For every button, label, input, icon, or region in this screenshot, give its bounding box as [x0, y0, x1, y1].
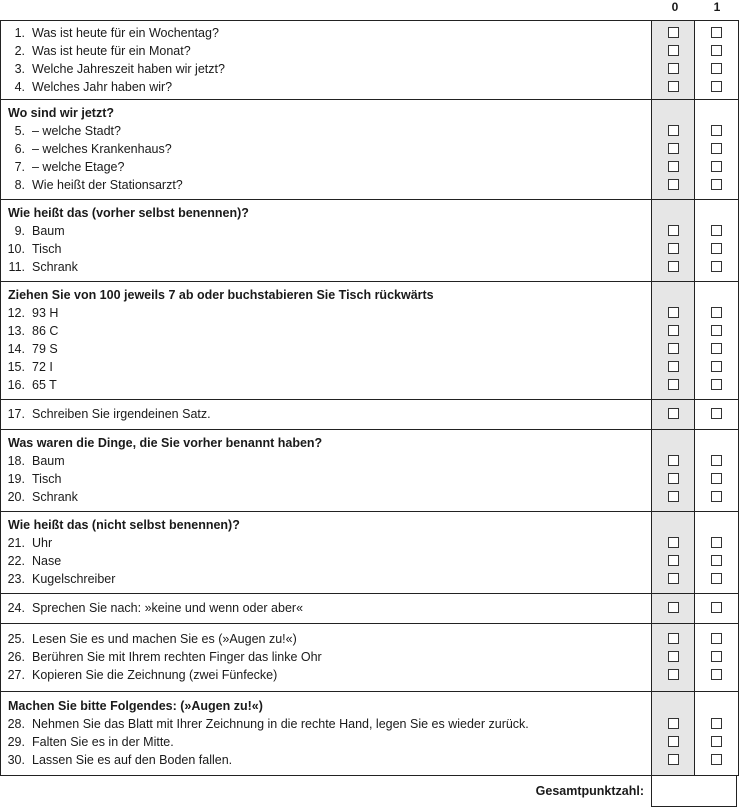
score-one-checkbox[interactable]	[711, 45, 722, 56]
question-text: Falten Sie es in der Mitte.	[32, 735, 174, 749]
question-text: 86 C	[32, 324, 59, 338]
question-row	[0, 534, 739, 552]
score-one-checkbox[interactable]	[711, 63, 722, 74]
question-number: 24.	[7, 601, 25, 615]
score-one-checkbox[interactable]	[711, 573, 722, 584]
question-row	[0, 240, 739, 258]
question-number: 14.	[7, 342, 25, 356]
question-row	[0, 715, 739, 733]
question-row	[0, 340, 739, 358]
column-rule	[0, 20, 1, 775]
score-one-checkbox[interactable]	[711, 343, 722, 354]
score-one-checkbox[interactable]	[711, 473, 722, 484]
question-text: Schrank	[32, 490, 78, 504]
question-row	[0, 122, 739, 140]
score-one-checkbox[interactable]	[711, 261, 722, 272]
score-zero-checkbox[interactable]	[668, 225, 679, 236]
question-text: Was ist heute für ein Wochentag?	[32, 26, 219, 40]
score-zero-checkbox[interactable]	[668, 361, 679, 372]
score-one-checkbox[interactable]	[711, 602, 722, 613]
question-text: Schrank	[32, 260, 78, 274]
section-heading: Wie heißt das (nicht selbst benennen)?	[8, 518, 240, 532]
question-row	[0, 570, 739, 588]
score-one-checkbox[interactable]	[711, 537, 722, 548]
score-one-checkbox[interactable]	[711, 633, 722, 644]
score-zero-checkbox[interactable]	[668, 736, 679, 747]
question-text: 65 T	[32, 378, 57, 392]
score-one-checkbox[interactable]	[711, 161, 722, 172]
question-number: 5.	[14, 124, 25, 138]
question-text: 72 I	[32, 360, 53, 374]
column-rule	[651, 20, 652, 775]
question-row	[0, 158, 739, 176]
question-number: 23.	[7, 572, 25, 586]
score-zero-checkbox[interactable]	[668, 63, 679, 74]
score-zero-checkbox[interactable]	[668, 243, 679, 254]
score-one-checkbox[interactable]	[711, 243, 722, 254]
question-number: 22.	[7, 554, 25, 568]
question-row	[0, 733, 739, 751]
score-one-checkbox[interactable]	[711, 408, 722, 419]
question-row	[0, 648, 739, 666]
question-number: 18.	[7, 454, 25, 468]
score-zero-checkbox[interactable]	[668, 161, 679, 172]
score-zero-checkbox[interactable]	[668, 179, 679, 190]
section-heading: Was waren die Dinge, die Sie vorher benannt haben?	[8, 436, 323, 450]
score-zero-checkbox[interactable]	[668, 473, 679, 484]
question-text: Schreiben Sie irgendeinen Satz.	[32, 407, 211, 421]
section-heading: Ziehen Sie von 100 jeweils 7 ab oder buchstabieren Sie Tisch rückwärts	[8, 288, 434, 302]
question-text: Was ist heute für ein Monat?	[32, 44, 191, 58]
question-row	[0, 222, 739, 240]
question-number: 21.	[7, 536, 25, 550]
score-one-checkbox[interactable]	[711, 143, 722, 154]
question-row	[0, 24, 739, 42]
question-row	[0, 376, 739, 394]
divider-line	[0, 99, 739, 100]
question-row	[0, 60, 739, 78]
score-zero-checkbox[interactable]	[668, 125, 679, 136]
score-one-checkbox[interactable]	[711, 225, 722, 236]
question-number: 29.	[7, 735, 25, 749]
score-one-checkbox[interactable]	[711, 81, 722, 92]
question-text: Berühren Sie mit Ihrem rechten Finger das linke Ohr	[32, 650, 322, 664]
question-row	[0, 470, 739, 488]
divider-line	[0, 429, 739, 430]
section-heading: Machen Sie bitte Folgendes: (»Augen zu!«)	[8, 699, 263, 713]
score-zero-checkbox[interactable]	[668, 307, 679, 318]
score-one-checkbox[interactable]	[711, 361, 722, 372]
divider-line	[0, 623, 739, 624]
score-zero-checkbox[interactable]	[668, 81, 679, 92]
divider-line	[0, 691, 739, 692]
question-row	[0, 304, 739, 322]
score-zero-checkbox[interactable]	[668, 261, 679, 272]
question-number: 25.	[7, 632, 25, 646]
question-row	[0, 405, 739, 423]
question-row	[0, 322, 739, 340]
question-text: Nehmen Sie das Blatt mit Ihrer Zeichnung in die rechte Hand, legen Sie es wieder zurück.	[32, 717, 529, 731]
score-zero-checkbox[interactable]	[668, 754, 679, 765]
column-header-one: 1	[713, 0, 721, 14]
divider-line	[0, 281, 739, 282]
score-one-checkbox[interactable]	[711, 736, 722, 747]
divider-line	[0, 399, 739, 400]
score-one-checkbox[interactable]	[711, 125, 722, 136]
question-text: Baum	[32, 454, 65, 468]
question-text: 79 S	[32, 342, 58, 356]
question-number: 26.	[7, 650, 25, 664]
question-text: Lassen Sie es auf den Boden fallen.	[32, 753, 233, 767]
score-one-checkbox[interactable]	[711, 325, 722, 336]
question-row	[0, 488, 739, 506]
score-zero-checkbox[interactable]	[668, 573, 679, 584]
question-text: Kugelschreiber	[32, 572, 116, 586]
question-number: 20.	[7, 490, 25, 504]
question-row	[0, 599, 739, 617]
question-row	[0, 666, 739, 684]
question-number: 19.	[7, 472, 25, 486]
score-zero-checkbox[interactable]	[668, 325, 679, 336]
question-text: Welche Jahreszeit haben wir jetzt?	[32, 62, 225, 76]
question-row	[0, 42, 739, 60]
question-text: Uhr	[32, 536, 53, 550]
score-zero-checkbox[interactable]	[668, 27, 679, 38]
question-number: 16.	[7, 378, 25, 392]
question-row	[0, 630, 739, 648]
question-text: – welche Stadt?	[32, 124, 121, 138]
score-one-checkbox[interactable]	[711, 491, 722, 502]
score-zero-checkbox[interactable]	[668, 379, 679, 390]
divider-line	[0, 593, 739, 594]
score-zero-checkbox[interactable]	[668, 455, 679, 466]
question-number: 28.	[7, 717, 25, 731]
section-heading: Wie heißt das (vorher selbst benennen)?	[8, 206, 249, 220]
score-zero-checkbox[interactable]	[668, 602, 679, 613]
score-zero-checkbox[interactable]	[668, 718, 679, 729]
question-text: Wie heißt der Stationsarzt?	[32, 178, 183, 192]
score-zero-checkbox[interactable]	[668, 45, 679, 56]
question-number: 10.	[7, 242, 25, 256]
divider-line	[0, 775, 739, 776]
question-text: Kopieren Sie die Zeichnung (zwei Fünfecke)	[32, 668, 278, 682]
question-row	[0, 78, 739, 96]
score-one-checkbox[interactable]	[711, 718, 722, 729]
question-number: 27.	[7, 668, 25, 682]
question-text: – welche Etage?	[32, 160, 125, 174]
score-zero-checkbox[interactable]	[668, 555, 679, 566]
score-one-checkbox[interactable]	[711, 754, 722, 765]
score-zero-checkbox[interactable]	[668, 408, 679, 419]
question-number: 13.	[7, 324, 25, 338]
score-one-checkbox[interactable]	[711, 651, 722, 662]
score-zero-checkbox[interactable]	[668, 651, 679, 662]
question-number: 6.	[14, 142, 25, 156]
score-one-checkbox[interactable]	[711, 555, 722, 566]
total-score-field[interactable]	[651, 775, 737, 807]
question-text: Nase	[32, 554, 62, 568]
question-text: Baum	[32, 224, 65, 238]
question-number: 11.	[8, 260, 25, 274]
question-text: Welches Jahr haben wir?	[32, 80, 173, 94]
question-text: Lesen Sie es und machen Sie es (»Augen zu!«)	[32, 632, 297, 646]
question-number: 9.	[14, 224, 25, 238]
score-zero-checkbox[interactable]	[668, 143, 679, 154]
question-text: 93 H	[32, 306, 59, 320]
score-zero-checkbox[interactable]	[668, 343, 679, 354]
question-text: Tisch	[32, 242, 62, 256]
question-number: 7.	[14, 160, 25, 174]
score-zero-checkbox[interactable]	[668, 669, 679, 680]
question-text: – welches Krankenhaus?	[32, 142, 172, 156]
question-row	[0, 140, 739, 158]
question-text: Sprechen Sie nach: »keine und wenn oder aber«	[32, 601, 304, 615]
score-one-checkbox[interactable]	[711, 379, 722, 390]
question-number: 2.	[14, 44, 25, 58]
question-number: 15.	[7, 360, 25, 374]
score-one-checkbox[interactable]	[711, 27, 722, 38]
question-row	[0, 358, 739, 376]
column-rule	[694, 20, 695, 775]
score-zero-checkbox[interactable]	[668, 491, 679, 502]
total-score-label: Gesamtpunktzahl:	[535, 784, 644, 798]
score-one-checkbox[interactable]	[711, 179, 722, 190]
question-number: 4.	[14, 80, 25, 94]
question-row	[0, 552, 739, 570]
question-number: 8.	[14, 178, 25, 192]
question-row	[0, 258, 739, 276]
question-number: 30.	[7, 753, 25, 767]
question-row	[0, 176, 739, 194]
section-heading: Wo sind wir jetzt?	[8, 106, 115, 120]
question-number: 3.	[14, 62, 25, 76]
score-one-checkbox[interactable]	[711, 455, 722, 466]
divider-line	[0, 511, 739, 512]
score-one-checkbox[interactable]	[711, 669, 722, 680]
question-row	[0, 751, 739, 769]
column-header-zero: 0	[671, 0, 679, 14]
question-text: Tisch	[32, 472, 62, 486]
question-number: 1.	[14, 26, 25, 40]
score-one-checkbox[interactable]	[711, 307, 722, 318]
divider-line	[0, 199, 739, 200]
question-row	[0, 452, 739, 470]
question-number: 17.	[7, 407, 25, 421]
question-number: 12.	[7, 306, 25, 320]
divider-line	[0, 20, 739, 21]
score-zero-checkbox[interactable]	[668, 537, 679, 548]
score-zero-checkbox[interactable]	[668, 633, 679, 644]
